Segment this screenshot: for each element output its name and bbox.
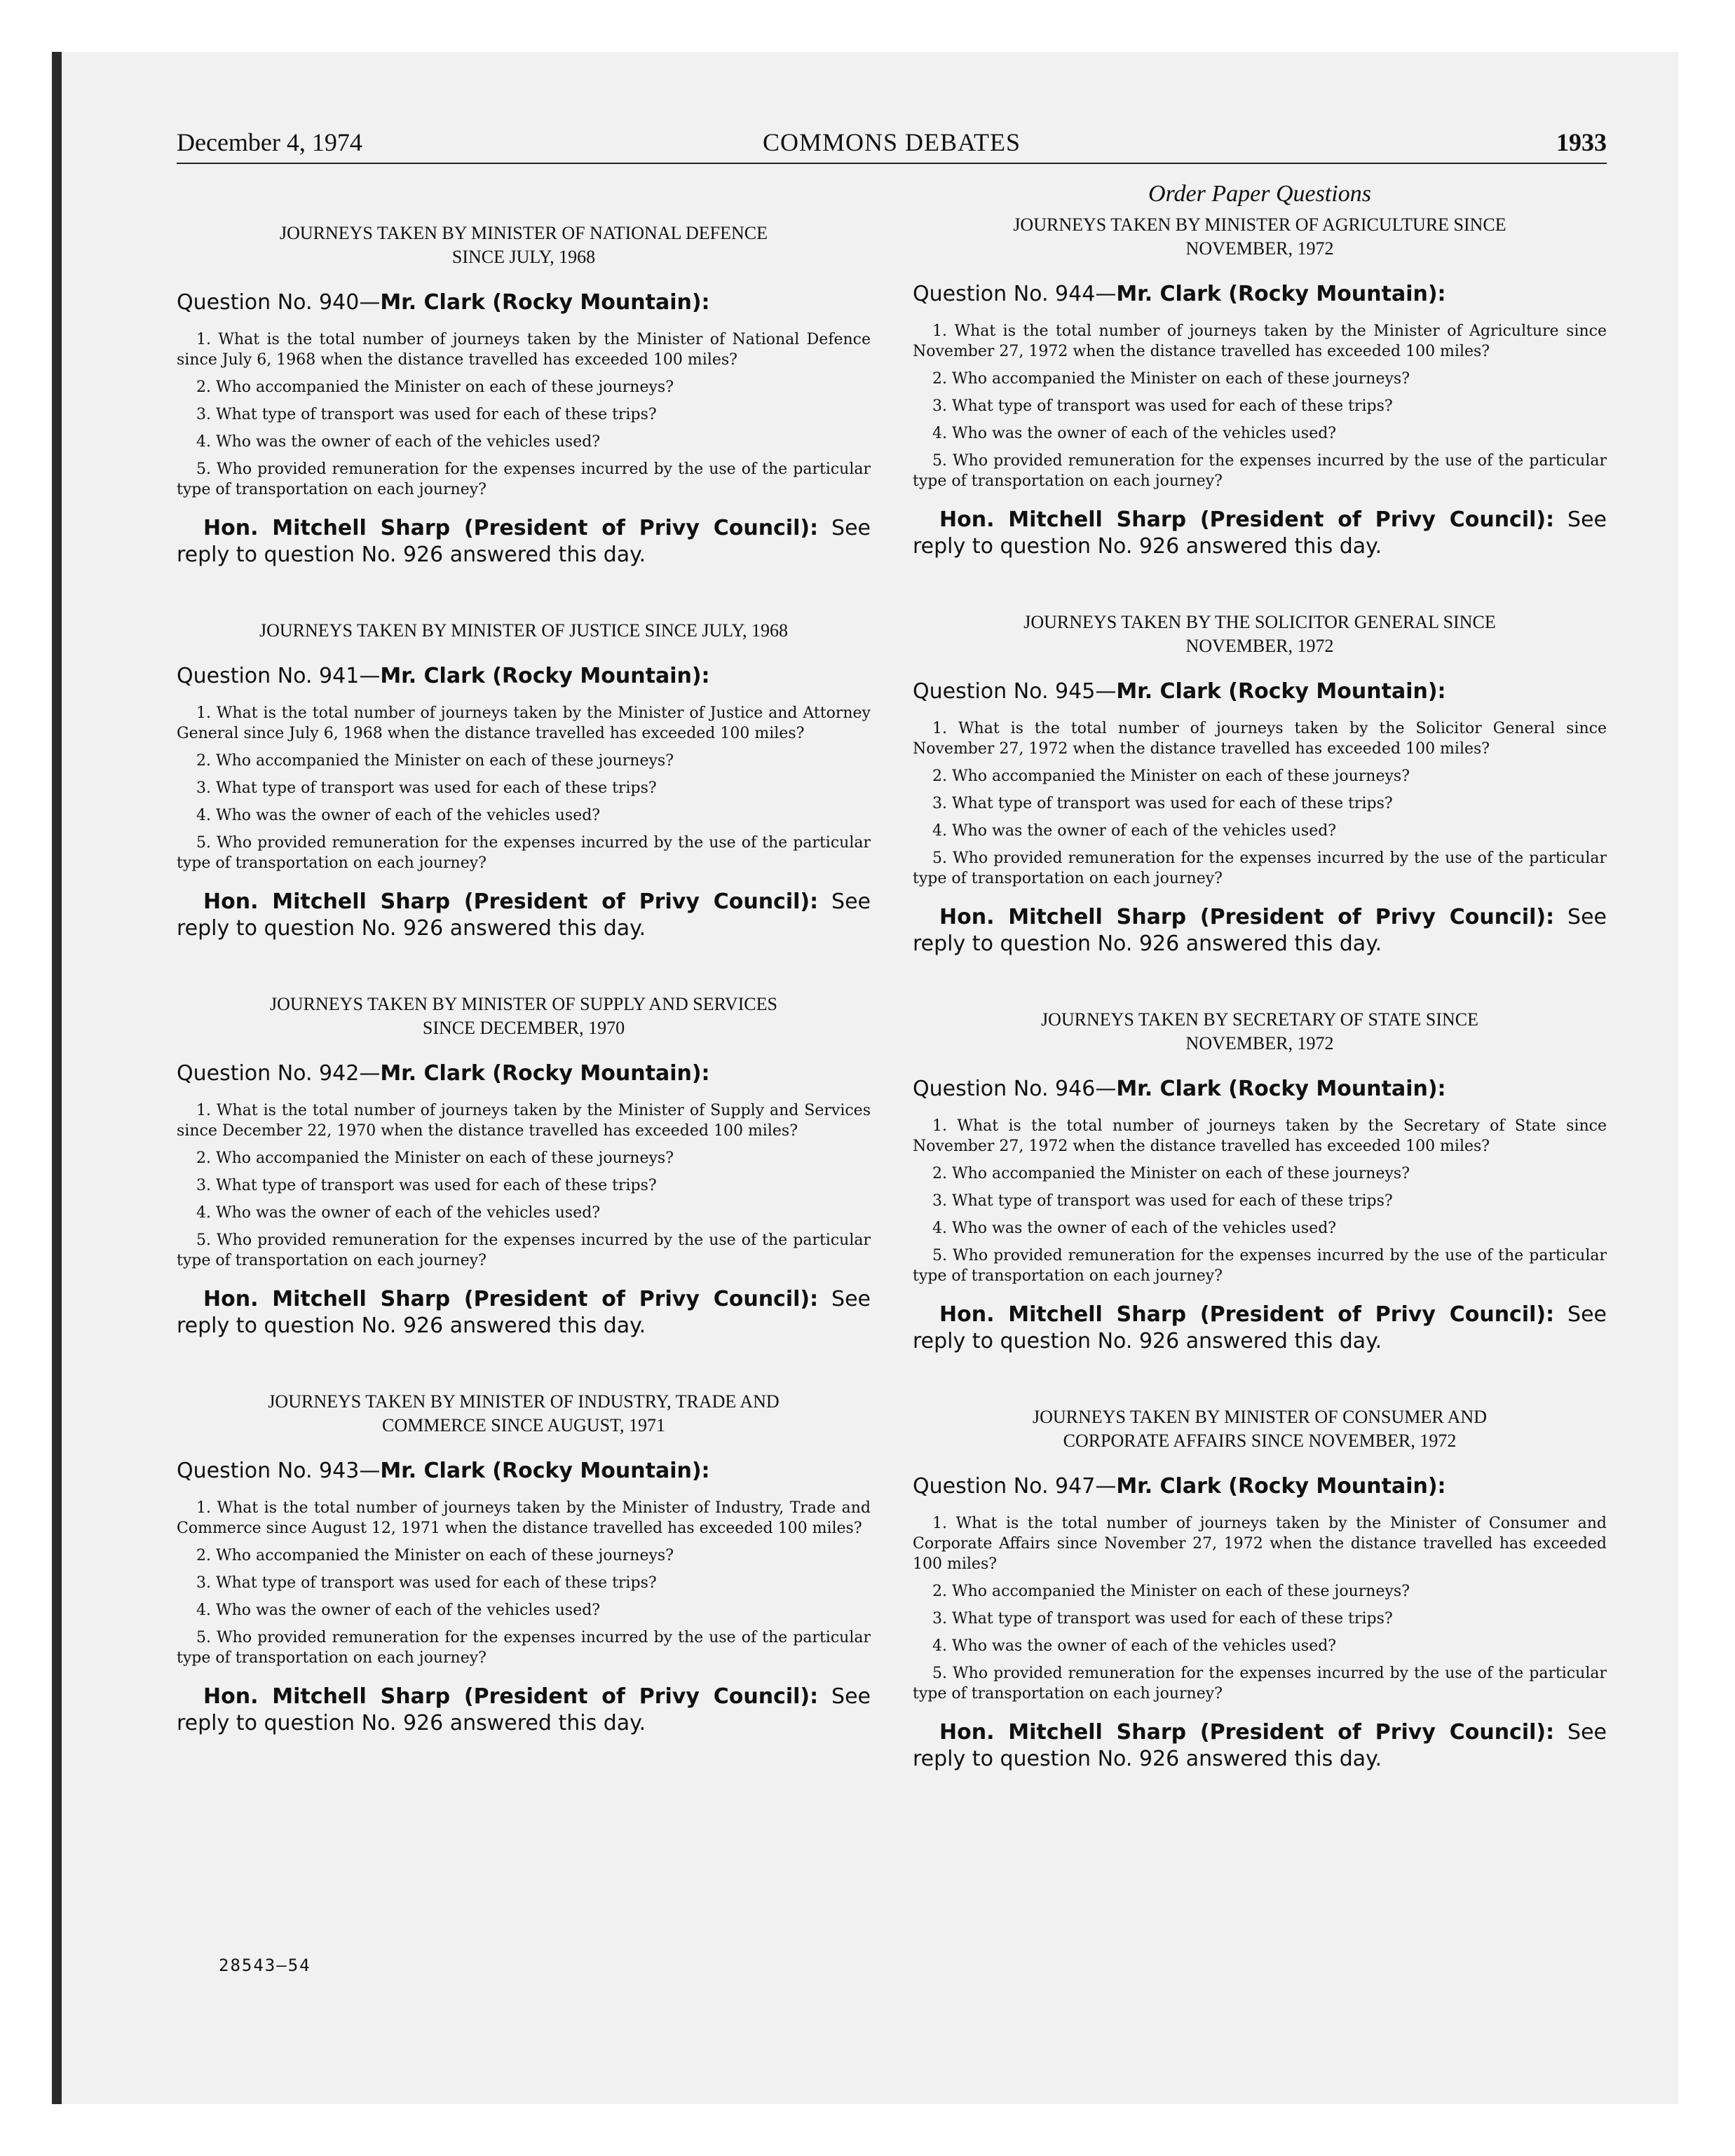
header-date: December 4, 1974 — [177, 128, 362, 156]
question-item: 5. Who provided remuneration for the expenses incurred by the use of the particular type of transportation on each journey? — [177, 834, 871, 872]
question-item: 5. Who provided remuneration for the expenses incurred by the use of the particular type of transportation on each journey? — [913, 1665, 1607, 1703]
question-item: 3. What type of transport was used for each of these trips? — [932, 1610, 1393, 1628]
question-number: Question No. 945— — [913, 679, 1117, 704]
answer-paragraph — [913, 904, 1607, 957]
entry-heading-line: NOVEMBER, 1972 — [1185, 1033, 1334, 1053]
question-item: 5. Who provided remuneration for the expenses incurred by the use of the particular type of transportation on each journey? — [177, 1629, 871, 1667]
question-item: 5. Who provided remuneration for the expenses incurred by the use of the particular type of transportation on each journey? — [913, 452, 1607, 490]
question-item: 4. Who was the owner of each of the vehicles used? — [196, 807, 601, 824]
question-item: 3. What type of transport was used for each of these trips? — [932, 397, 1393, 415]
question-entry — [913, 610, 1607, 957]
question-item: 2. Who accompanied the Minister on each of these journeys? — [932, 767, 1410, 785]
question-asker: Mr. Clark (Rocky Mountain): — [1116, 679, 1446, 704]
question-asker: Mr. Clark (Rocky Mountain): — [380, 664, 710, 688]
question-item: 1. What is the total number of journeys taken by the Minister of Supply and Services since December 22, 1970 when the distance travelled has exceeded 100 miles? — [177, 1102, 871, 1140]
question-number-line — [913, 678, 1607, 706]
header-page-number: 1933 — [1556, 128, 1607, 156]
question-item: 4. Who was the owner of each of the vehicles used? — [196, 433, 601, 451]
question-item: 3. What type of transport was used for each of these trips? — [196, 406, 657, 423]
entry-heading-line: JOURNEYS TAKEN BY MINISTER OF SUPPLY AND SERVICES — [270, 994, 777, 1014]
entry-heading-line: JOURNEYS TAKEN BY MINISTER OF NATIONAL DEFENCE — [279, 223, 768, 243]
question-item: 3. What type of transport was used for each of these trips? — [932, 1192, 1393, 1210]
entry-heading — [177, 992, 871, 1040]
question-number-line — [913, 280, 1607, 308]
right-column — [913, 181, 1607, 1823]
entry-heading-line: JOURNEYS TAKEN BY SECRETARY OF STATE SINCE — [1040, 1009, 1479, 1030]
question-item: 2. Who accompanied the Minister on each of these journeys? — [196, 378, 674, 396]
entry-heading — [913, 610, 1607, 658]
entry-heading-line: NOVEMBER, 1972 — [1185, 636, 1334, 656]
entry-heading-line: SINCE JULY, 1968 — [451, 247, 596, 267]
answer-respondent: Hon. Mitchell Sharp (President of Privy Council): — [939, 507, 1555, 532]
question-asker: Mr. Clark (Rocky Mountain): — [380, 290, 710, 315]
answer-paragraph — [177, 1286, 871, 1339]
question-number-line — [177, 1457, 871, 1485]
printer-code: 28543—54 — [219, 1956, 311, 1975]
answer-text: See reply to question No. 926 answered this day. — [177, 1287, 871, 1338]
answer-respondent: Hon. Mitchell Sharp (President of Privy Council): — [203, 1684, 819, 1709]
entry-heading-line: JOURNEYS TAKEN BY MINISTER OF AGRICULTURE SINCE — [1013, 214, 1506, 235]
question-item: 5. Who provided remuneration for the expenses incurred by the use of the particular type of transportation on each journey? — [913, 850, 1607, 887]
question-item: 4. Who was the owner of each of the vehicles used? — [196, 1602, 601, 1619]
answer-paragraph — [177, 515, 871, 568]
question-asker: Mr. Clark (Rocky Mountain): — [1116, 1077, 1446, 1101]
question-item: 5. Who provided remuneration for the expenses incurred by the use of the particular type of transportation on each journey? — [913, 1247, 1607, 1285]
question-number: Question No. 946— — [913, 1077, 1117, 1101]
question-entry — [177, 619, 871, 942]
answer-text: See reply to question No. 926 answered this day. — [913, 905, 1607, 956]
question-item: 3. What type of transport was used for each of these trips? — [196, 1177, 657, 1194]
question-asker: Mr. Clark (Rocky Mountain): — [380, 1459, 710, 1483]
answer-respondent: Hon. Mitchell Sharp (President of Privy Council): — [939, 1302, 1555, 1327]
question-item: 2. Who accompanied the Minister on each of these journeys? — [932, 1165, 1410, 1182]
answer-paragraph — [913, 1302, 1607, 1355]
question-number: Question No. 943— — [177, 1459, 381, 1483]
entry-heading — [913, 1008, 1607, 1056]
question-item: 4. Who was the owner of each of the vehicles used? — [196, 1204, 601, 1222]
answer-text: See reply to question No. 926 answered this day. — [177, 1684, 871, 1735]
question-item: 1. What is the total number of journeys taken by the Minister of Justice and Attorney General since July 6, 1968 when the distance travelled has exceeded 100 miles? — [177, 704, 871, 742]
answer-paragraph — [177, 889, 871, 942]
question-item: 3. What type of transport was used for each of these trips? — [932, 795, 1393, 812]
question-number-line — [177, 1060, 871, 1088]
header-publication: COMMONS DEBATES — [762, 128, 1021, 156]
question-entry — [913, 213, 1607, 560]
question-item: 1. What is the total number of journeys taken by the Solicitor General since November 27, 1972 when the distance travelled has exceeded 100 miles? — [913, 720, 1607, 758]
document-page — [177, 123, 1607, 2058]
binding-edge-shadow — [52, 52, 62, 2104]
question-item: 3. What type of transport was used for each of these trips? — [196, 1574, 657, 1592]
section-label: Order Paper Questions — [1148, 181, 1371, 207]
left-column — [177, 221, 871, 1787]
question-entry — [177, 1390, 871, 1737]
question-number: Question No. 941— — [177, 664, 381, 688]
entry-heading-line: SINCE DECEMBER, 1970 — [422, 1018, 625, 1038]
entry-heading-line: COMMERCE SINCE AUGUST, 1971 — [381, 1415, 665, 1435]
answer-respondent: Hon. Mitchell Sharp (President of Privy Council): — [939, 905, 1555, 929]
answer-respondent: Hon. Mitchell Sharp (President of Privy Council): — [203, 889, 819, 914]
question-entry — [913, 1008, 1607, 1355]
question-item: 1. What is the total number of journeys taken by the Minister of Consumer and Corporate Affairs since November 27, 1972 when the distance travelled has exceeded 100 miles? — [913, 1515, 1607, 1573]
question-item: 4. Who was the owner of each of the vehicles used? — [932, 425, 1337, 442]
question-item: 1. What is the total number of journeys taken by the Minister of National Defence since July 6, 1968 when the distance travelled has exceeded 100 miles? — [177, 331, 871, 369]
question-asker: Mr. Clark (Rocky Mountain): — [1116, 282, 1446, 306]
question-number: Question No. 942— — [177, 1061, 381, 1086]
answer-respondent: Hon. Mitchell Sharp (President of Privy Council): — [203, 1287, 819, 1311]
answer-text: See reply to question No. 926 answered this day. — [177, 889, 871, 941]
question-item: 5. Who provided remuneration for the expenses incurred by the use of the particular type of transportation on each journey? — [177, 460, 871, 498]
entry-heading — [177, 221, 871, 269]
entry-heading — [177, 1390, 871, 1438]
entry-heading-line: JOURNEYS TAKEN BY THE SOLICITOR GENERAL SINCE — [1023, 612, 1496, 632]
entry-heading-line: NOVEMBER, 1972 — [1185, 238, 1334, 259]
question-number-line — [913, 1473, 1607, 1501]
answer-respondent: Hon. Mitchell Sharp (President of Privy Council): — [939, 1720, 1555, 1745]
question-number: Question No. 944— — [913, 282, 1117, 306]
question-item: 4. Who was the owner of each of the vehicles used? — [932, 1637, 1337, 1655]
question-number: Question No. 947— — [913, 1474, 1117, 1499]
question-item: 4. Who was the owner of each of the vehicles used? — [932, 822, 1337, 840]
question-asker: Mr. Clark (Rocky Mountain): — [380, 1061, 710, 1086]
entry-heading — [913, 213, 1607, 261]
answer-paragraph — [913, 507, 1607, 560]
answer-paragraph — [177, 1684, 871, 1737]
question-item: 4. Who was the owner of each of the vehicles used? — [932, 1220, 1337, 1237]
question-entry — [177, 221, 871, 568]
question-item: 1. What is the total number of journeys taken by the Minister of Industry, Trade and Commerce since August 12, 1971 when the distance travelled has exceeded 100 miles? — [177, 1499, 871, 1537]
entry-heading — [177, 619, 871, 643]
question-item: 2. Who accompanied the Minister on each of these journeys? — [932, 1583, 1410, 1600]
answer-text: See reply to question No. 926 answered this day. — [913, 1302, 1607, 1353]
answer-text: See reply to question No. 926 answered this day. — [913, 507, 1607, 559]
entry-heading-line: JOURNEYS TAKEN BY MINISTER OF JUSTICE SINCE JULY, 1968 — [259, 620, 788, 641]
answer-text: See reply to question No. 926 answered this day. — [177, 516, 871, 567]
question-item: 1. What is the total number of journeys taken by the Minister of Agriculture since November 27, 1972 when the distance travelled has exceeded 100 miles? — [913, 322, 1607, 360]
question-item: 5. Who provided remuneration for the expenses incurred by the use of the particular type of transportation on each journey? — [177, 1231, 871, 1269]
answer-paragraph — [913, 1719, 1607, 1773]
answer-text: See reply to question No. 926 answered this day. — [913, 1720, 1607, 1771]
question-number-line — [913, 1075, 1607, 1103]
entry-heading-line: CORPORATE AFFAIRS SINCE NOVEMBER, 1972 — [1063, 1431, 1457, 1451]
question-item: 2. Who accompanied the Minister on each of these journeys? — [932, 370, 1410, 388]
question-number-line — [177, 289, 871, 317]
entry-heading-line: JOURNEYS TAKEN BY MINISTER OF CONSUMER AND — [1033, 1407, 1487, 1427]
entry-heading — [913, 1405, 1607, 1453]
question-item: 3. What type of transport was used for each of these trips? — [196, 779, 657, 797]
question-asker: Mr. Clark (Rocky Mountain): — [1116, 1474, 1446, 1499]
question-item: 2. Who accompanied the Minister on each of these journeys? — [196, 752, 674, 770]
answer-respondent: Hon. Mitchell Sharp (President of Privy Council): — [203, 516, 819, 540]
question-item: 2. Who accompanied the Minister on each of these journeys? — [196, 1149, 674, 1167]
question-item: 1. What is the total number of journeys taken by the Secretary of State since November 27, 1972 when the distance travelled has exceeded 100 miles? — [913, 1117, 1607, 1155]
question-item: 2. Who accompanied the Minister on each of these journeys? — [196, 1547, 674, 1564]
running-header — [177, 123, 1607, 164]
question-entry — [177, 992, 871, 1339]
question-number: Question No. 940— — [177, 290, 381, 315]
entry-heading-line: JOURNEYS TAKEN BY MINISTER OF INDUSTRY, TRADE AND — [268, 1391, 780, 1412]
question-number-line — [177, 662, 871, 690]
question-entry — [913, 1405, 1607, 1773]
